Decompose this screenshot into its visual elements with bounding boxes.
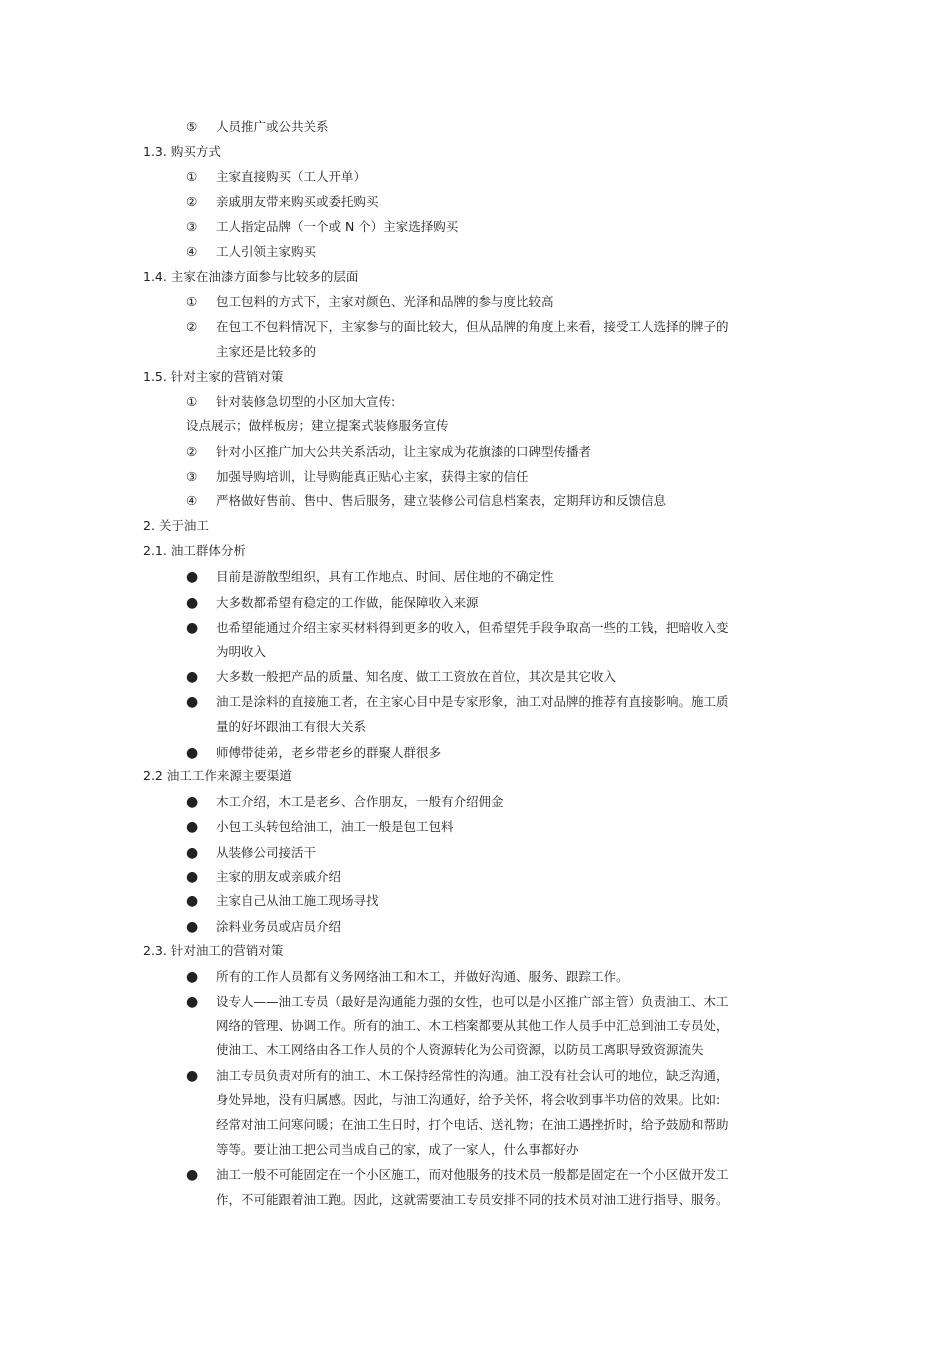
bullet-marker: ● xyxy=(186,569,199,585)
section-heading: 1.5. 针对主家的营销对策 xyxy=(143,369,284,384)
circled-number-marker: ① xyxy=(186,169,198,184)
list-item-text: 设专人——油工专员（最好是沟通能力强的女性，也可以是小区推广部主管）负责油工、木工 xyxy=(216,994,729,1009)
bullet-marker: ● xyxy=(186,745,199,761)
list-item-continuation: 作，不可能跟着油工跑。因此，这就需要油工专员安排不同的技术员对油工进行指导、服务。 xyxy=(216,1192,729,1207)
list-item-text: 主家的朋友或亲戚介绍 xyxy=(216,869,342,884)
list-item-continuation: 经常对油工问寒问暖；在油工生日时，打个电话、送礼物；在油工遇挫折时，给予鼓励和帮助 xyxy=(216,1117,729,1132)
list-item-text: 主家直接购买（工人开单） xyxy=(216,169,367,184)
circled-number-marker: ③ xyxy=(186,469,198,484)
circled-number-marker: ② xyxy=(186,444,198,459)
bullet-marker: ● xyxy=(186,595,199,611)
circled-number-marker: ④ xyxy=(186,244,198,259)
list-item-text: 油工是涂料的直接施工者，在主家心目中是专家形象，油工对品牌的推荐有直接影响。施工质 xyxy=(216,694,729,709)
list-item-text: 从装修公司接活干 xyxy=(216,845,317,860)
paragraph-line: 设点展示；做样板房；建立提案式装修服务宣传 xyxy=(186,418,449,433)
bullet-marker: ● xyxy=(186,694,199,710)
circled-number-marker: ① xyxy=(186,294,198,309)
section-heading: 1.3. 购买方式 xyxy=(143,144,221,159)
list-item-continuation: 等等。要让油工把公司当成自己的家，成了一家人，什么事都好办 xyxy=(216,1142,579,1157)
list-item-text: 针对装修急切型的小区加大宣传: xyxy=(216,394,396,409)
section-heading: 2. 关于油工 xyxy=(143,518,209,533)
bullet-marker: ● xyxy=(186,845,199,861)
bullet-marker: ● xyxy=(186,969,199,985)
bullet-marker: ● xyxy=(186,869,199,885)
bullet-marker: ● xyxy=(186,669,199,685)
list-item-text: 油工专员负责对所有的油工、木工保持经常性的沟通。油工没有社会认可的地位，缺乏沟通， xyxy=(216,1068,729,1083)
section-heading: 2.2 油工工作来源主要渠道 xyxy=(143,768,292,783)
list-item-continuation: 网络的管理、协调工作。所有的油工、木工档案都要从其他工作人员手中汇总到油工专员处， xyxy=(216,1018,729,1033)
list-item-text: 涂料业务员或店员介绍 xyxy=(216,919,342,934)
circled-number-marker: ② xyxy=(186,194,198,209)
bullet-marker: ● xyxy=(186,1068,199,1084)
bullet-marker: ● xyxy=(186,919,199,935)
bullet-marker: ● xyxy=(186,893,199,909)
list-item-text: 小包工头转包给油工，油工一般是包工包料 xyxy=(216,819,454,834)
list-item-text: 人员推广或公共关系 xyxy=(216,119,329,134)
list-item-continuation: 身处异地，没有归属感。因此，与油工沟通好，给予关怀，将会收到事半功倍的效果。比如: xyxy=(216,1092,721,1107)
section-heading: 1.4. 主家在油漆方面参与比较多的层面 xyxy=(143,269,359,284)
list-item-continuation: 使油工、木工网络由各工作人员的个人资源转化为公司资源，以防员工离职导致资源流失 xyxy=(216,1042,704,1057)
list-item-text: 也希望能通过介绍主家买材料得到更多的收入，但希望凭手段争取高一些的工钱，把暗收入变 xyxy=(216,620,729,635)
bullet-marker: ● xyxy=(186,1167,199,1183)
list-item-text: 亲戚朋友带来购买或委托购买 xyxy=(216,194,379,209)
list-item-text: 主家自己从油工施工现场寻找 xyxy=(216,893,379,908)
list-item-text: 目前是游散型组织，具有工作地点、时间、居住地的不确定性 xyxy=(216,569,554,584)
bullet-marker: ● xyxy=(186,620,199,636)
list-item-text: 油工一般不可能固定在一个小区施工，而对他服务的技术员一般都是固定在一个小区做开发工 xyxy=(216,1167,729,1182)
list-item-text: 大多数一般把产品的质量、知名度、做工工资放在首位，其次是其它收入 xyxy=(216,669,617,684)
section-heading: 2.3. 针对油工的营销对策 xyxy=(143,943,284,958)
circled-number-marker: ③ xyxy=(186,219,198,234)
list-item-continuation: 量的好坏跟油工有很大关系 xyxy=(216,719,367,734)
list-item-text: 师傅带徒弟，老乡带老乡的群聚人群很多 xyxy=(216,745,442,760)
list-item-text: 工人引领主家购买 xyxy=(216,244,317,259)
list-item-text: 针对小区推广加大公共关系活动，让主家成为花旗漆的口碑型传播者 xyxy=(216,444,592,459)
circled-number-marker: ① xyxy=(186,394,198,409)
circled-number-marker: ④ xyxy=(186,493,198,508)
list-item-text: 包工包料的方式下，主家对颜色、光泽和品牌的参与度比较高 xyxy=(216,294,554,309)
circled-number-marker: ⑤ xyxy=(186,119,198,134)
list-item-text: 在包工不包料情况下，主家参与的面比较大，但从品牌的角度上来看，接受工人选择的牌子的 xyxy=(216,319,729,334)
section-heading: 2.1. 油工群体分析 xyxy=(143,543,246,558)
circled-number-marker: ② xyxy=(186,319,198,334)
bullet-marker: ● xyxy=(186,794,199,810)
list-item-text: 大多数都希望有稳定的工作做，能保障收入来源 xyxy=(216,595,479,610)
list-item-text: 加强导购培训，让导购能真正贴心主家，获得主家的信任 xyxy=(216,469,529,484)
bullet-marker: ● xyxy=(186,819,199,835)
list-item-text: 所有的工作人员都有义务网络油工和木工，并做好沟通、服务、跟踪工作。 xyxy=(216,969,629,984)
list-item-text: 木工介绍，木工是老乡、合作朋友，一般有介绍佣金 xyxy=(216,794,504,809)
bullet-marker: ● xyxy=(186,994,199,1010)
list-item-continuation: 主家还是比较多的 xyxy=(216,344,317,359)
list-item-text: 严格做好售前、售中、售后服务，建立装修公司信息档案表，定期拜访和反馈信息 xyxy=(216,493,667,508)
list-item-text: 工人指定品牌（一个或 N 个）主家选择购买 xyxy=(216,219,459,234)
list-item-continuation: 为明收入 xyxy=(216,644,267,659)
